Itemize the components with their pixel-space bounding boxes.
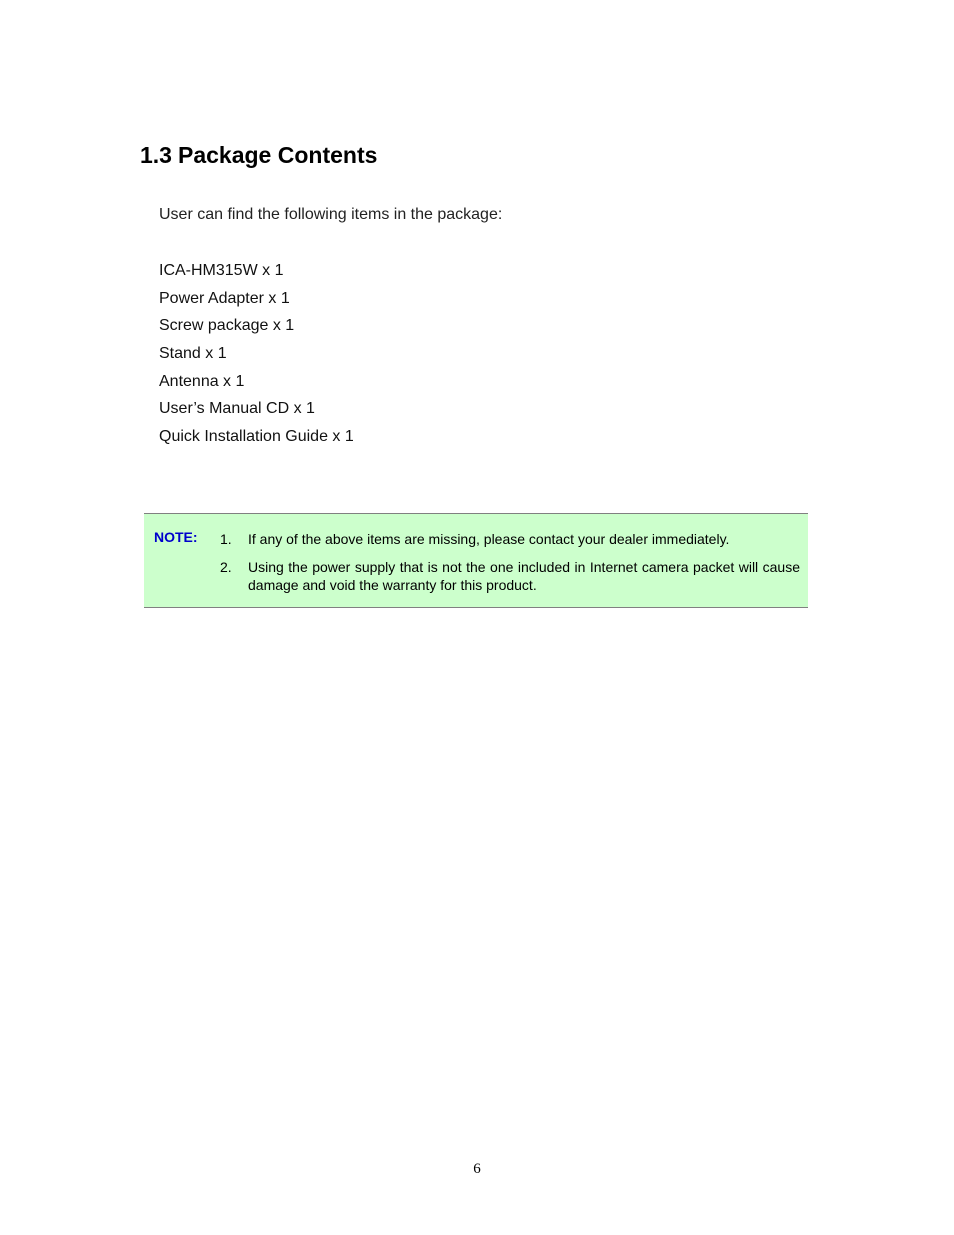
section-heading — [140, 141, 377, 169]
note-box — [144, 513, 808, 608]
page-number: 6 — [473, 1161, 481, 1177]
note-label: NOTE: — [154, 529, 198, 545]
list-item: Screw package x 1 — [159, 317, 295, 335]
note-item-text: If any of the above items are missing, please contact your dealer immediately. — [248, 531, 730, 547]
list-item: Antenna x 1 — [159, 372, 245, 390]
list-item: User’s Manual CD x 1 — [159, 400, 315, 418]
list-item: Stand x 1 — [159, 345, 227, 363]
list-item: ICA-HM315W x 1 — [159, 262, 284, 279]
intro-text: User can find the following items in the package: — [159, 206, 503, 223]
package-contents-list — [159, 260, 354, 454]
list-item: Power Adapter x 1 — [159, 289, 290, 307]
note-item-marker: 1. — [220, 531, 232, 547]
note-item — [220, 530, 800, 548]
note-item-marker: 2. — [220, 559, 232, 575]
section-number: 1.3 — [140, 142, 172, 168]
section-title: Package Contents — [178, 142, 378, 168]
note-item — [220, 558, 800, 594]
list-item: Quick Installation Guide x 1 — [159, 428, 354, 446]
note-list — [220, 530, 800, 604]
note-item-text: Using the power supply that is not the one included in Internet camera packet will cause damage and void the warranty for this product. — [248, 559, 800, 593]
